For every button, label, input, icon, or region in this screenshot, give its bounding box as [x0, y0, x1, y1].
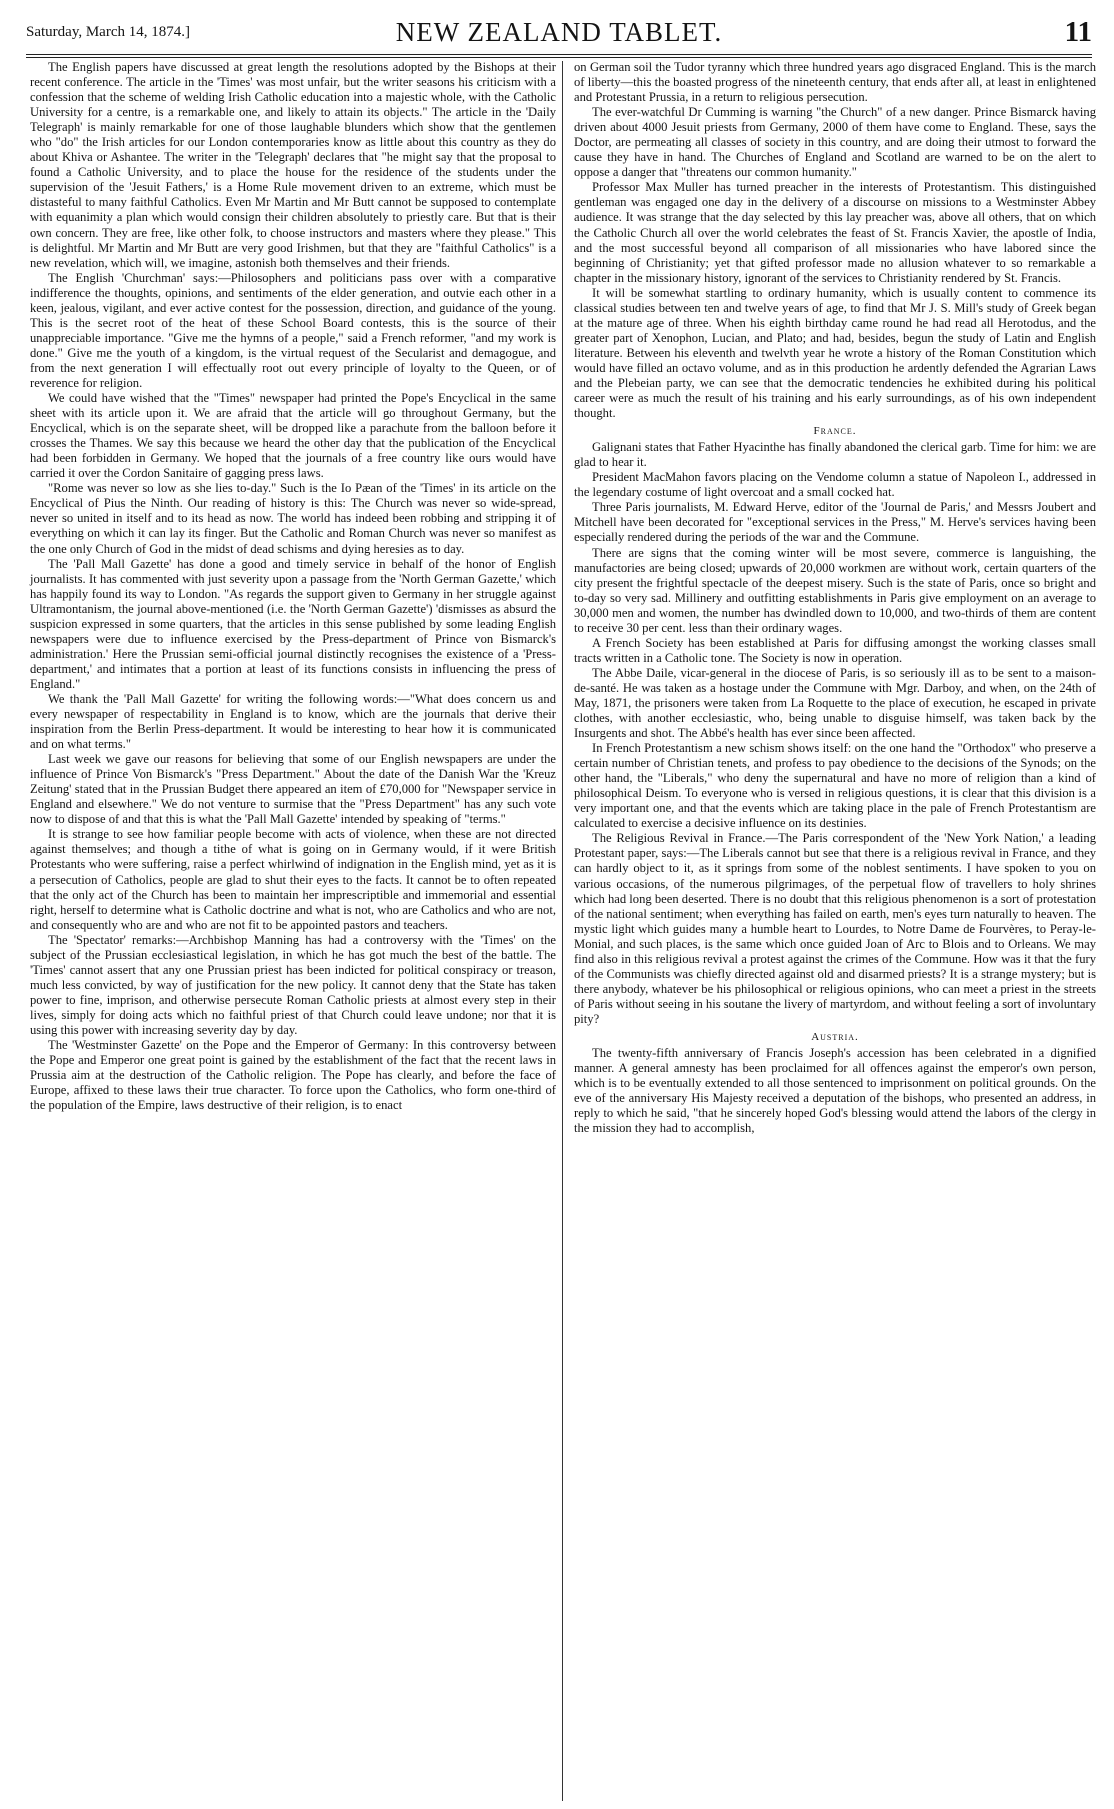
paragraph: The twenty-fifth anniversary of Francis Joseph's accession has been celebrated in a dignified manner. A general amnesty has been proclaimed for all offences against the emperor's own person, which is to be eventually extended to all those sentenced to imprisonment on political grounds. On the eve of the anniversary His Majesty received a deputation of the bishops, who presented an address, in reply to which he said, "that he sincerely hoped God's blessing would attend the labors of the clergy in the mission they had to accomplish,: [574, 1046, 1096, 1136]
paragraph: The 'Pall Mall Gazette' has done a good and timely service in behalf of the honor of English journalists. It has commented with just severity upon a passage from the 'North German Gazette,' which has happily found its way to London. "As regards the support given to Germany in her struggle against Ultramontanism, the journal above-mentioned (i.e. the 'North German Gazette') 'dismisses as absurd the suspicion expressed in some quarters, that the articles in this sense published by some leading English newspapers were due to influence exercised by the Press-department of Prince von Bismarck's administration.' Here the Prussian semi-official journal distinctly recognises the existence of a 'Press-department,' and intimates that a portion at least of its functions consists in influencing the press of England.": [30, 556, 556, 691]
paragraph: The Religious Revival in France.—The Paris correspondent of the 'New York Nation,' a leading Protestant paper, says:—The Liberals cannot but see that there is a religious revival in France, and they can hardly object to it, as it springs from some of the noblest sentiments. I have spoken to you on various occasions, of the numerous pilgrimages, of the perpetual flow of travellers to holy shrines which had long been deserted. There is no doubt that this religious phenomenon is a sort of protestation of the national sentiment; when everything has failed on earth, men's eyes turn naturally to heaven. The mystic light which guides many a humble heart to Lourdes, to Notre Dame de Fourvères, to Peray-le-Monial, and such places, is the same which once guided Joan of Arc to Blois and to Orleans. We may find also in this religious revival a protest against the crimes of the Commune. How was it that the fury of the Communists was chiefly directed against old and disarmed priests? It is a strange mystery; but is there anybody, whatever be his philosophical or religious opinions, who can meet a priest in the streets of Paris without seeing in his soutane the livery of martyrdom, and without feeling a sort of involuntary pity?: [574, 831, 1096, 1026]
paragraph: "Rome was never so low as she lies to-day." Such is the Io Pæan of the 'Times' in its article on the Encyclical of Pius the Ninth. Our reading of history is this: The Church was never so wide-spread, never so united in itself and to its head as now. The world has indeed been robbing and stripping it of everything on which it can lay its finger. But the Catholic and Roman Church was never so manifest as the one only Church of God in the midst of dead schisms and dying heresies as to day.: [30, 481, 556, 556]
paragraph: A French Society has been established at Paris for diffusing amongst the working classes small tracts written in a Catholic tone. The Society is now in operation.: [574, 635, 1096, 665]
paragraph: Three Paris journalists, M. Edward Herve, editor of the 'Journal de Paris,' and Messrs Joubert and Mitchell have been decorated for "exceptional services in the Press," M. Herve's services having been especially rendered during the periods of the war and the Commune.: [574, 500, 1096, 545]
paragraph: In French Protestantism a new schism shows itself: on the one hand the "Orthodox" who preserve a certain number of Christian tenets, and profess to pay obedience to the decisions of the Synods; on the other hand, the "Liberals," who deny the supernatural and have no more of religion than a kind of philosophical Deism. To everyone who is versed in religious questions, it is clear that this division is a very important one, and that the events which are taking place in the pale of French Protestantism are calculated to exercise a decisive influence on its destinies.: [574, 741, 1096, 831]
paragraph: We could have wished that the "Times" newspaper had printed the Pope's Encyclical in the same sheet with its article upon it. We are afraid that the article will go throughout Germany, but the Encyclical, which is on the separate sheet, will be dropped like a parachute from the balloon before it crosses the Thames. We say this because we heard the other day that the publication of the Encyclical had been forbidden in Germany. We hoped that the journals of a free country like ours would have carried it over the Cordon Sanitaire of gagging press laws.: [30, 391, 556, 481]
left-column: [30, 60, 556, 1113]
paragraph: The English 'Churchman' says:—Philosophers and politicians pass over with a comparative indifference the thoughts, opinions, and sentiments of the elder generation, and outvie each other in a keen, jealous, vigilant, and ever active contest for the possession, direction, and guidance of the young. This is the secret root of the heat of these School Board contests, this is the source of their unappreciable importance. "Give me the hymns of a people," said a French reformer, "and my work is done." Give me the youth of a kingdom, is the virtual request of the Secularist and demagogue, and from the next generation I will effectually root out every principle of loyalty to the Queen, or of reverence for religion.: [30, 270, 556, 390]
paragraph: President MacMahon favors placing on the Vendome column a statue of Napoleon I., addressed in the legendary costume of light overcoat and a small cocked hat.: [574, 470, 1096, 500]
masthead: [26, 12, 1092, 52]
paragraph: The 'Spectator' remarks:—Archbishop Manning has had a controversy with the 'Times' on the subject of the Prussian ecclesiastical legislation, in which he has got much the best of the battle. The 'Times' cannot assert that any one Prussian priest has been indicted for political conspiracy or treason, much less convicted, by way of justification for the new policy. It cannot deny that the State has taken power to fine, imprison, and otherwise persecute Roman Catholic priests at almost every step in their lives, simply for doing acts which no faithful priest of that Church could leave undone; nor that it is using this power with increasing severity day by day.: [30, 932, 556, 1037]
paragraph: on German soil the Tudor tyranny which three hundred years ago disgraced England. This is the march of liberty—this the boasted progress of the nineteenth century, that ends after all, at least in enlightened and Protestant Prussia, in a return to religious persecution.: [574, 60, 1096, 105]
paragraph: Last week we gave our reasons for believing that some of our English newspapers are under the influence of Prince Von Bismarck's "Press Department." About the date of the Danish War the 'Kreuz Zeitung' stated that in the Prussian Budget there appeared an item of £70,000 for "Newspaper service in England and elsewhere." We do not venture to surmise that the "Press Department" has any such vote now to dispose of and that this is what the 'Pall Mall Gazette' intended by speaking of "terms.": [30, 752, 556, 827]
section-heading-austria: Austria.: [811, 1031, 859, 1043]
paragraph: The ever-watchful Dr Cumming is warning "the Church" of a new danger. Prince Bismarck having driven about 4000 Jesuit priests from Germany, 2000 of them have come to England. These, says the Doctor, are permeating all classes of society in this country, and are doing their utmost to forward the cause they have in hand. The Churches of England and Scotland are warned to be on the alert to oppose a danger that "threatens our common humanity.": [574, 105, 1096, 180]
paragraph: Professor Max Muller has turned preacher in the interests of Protestantism. This distinguished gentleman was engaged one day in the delivery of a discourse on missions to a Westminster Abbey audience. It was strange that the day selected by this lay preacher was, above all others, that on which the Catholic Church all over the world celebrates the feast of St. Francis Xavier, the apostle of India, and the most successful beyond all comparison of all missionaries who have labored since the beginning of Christianity; yet that gifted professor made no allusion whatever to so remarkable a chapter in the missionary history, ignorant of the services to Christianity rendered by St. Francis.: [574, 180, 1096, 285]
page-number: 11: [1064, 16, 1092, 48]
header-rule: [26, 54, 1092, 55]
paragraph: It is strange to see how familiar people become with acts of violence, when these are not directed against themselves; and though a tithe of what is going on in Germany would, if it were British Protestants who were suffering, raise a perfect whirlwind of indignation in the English mind, yet as it is a persecution of Catholics, people are glad to shut their eyes to the facts. It cannot be to often repeated that the only act of the Church has been to maintain her imprescriptible and immemorial and essential right, herself to determine what is Catholic doctrine and what is not, who are Catholics and who are not, and consequently who are and who are not fit to be appointed pastors and teachers.: [30, 827, 556, 932]
paragraph: It will be somewhat startling to ordinary humanity, which is usually content to commence its classical studies between ten and twelve years of age, to find that Mr J. S. Mill's study of Greek began at the mature age of three. When his eighth birthday came round he had read all Herotodus, and the greater part of Xenophon, Lucian, and Plato; and had, besides, begun the study of Latin and English literature. Between his eleventh and twelvth year he wrote a history of the Roman Constitution which would have filled an octavo volume, and as in this production he ardently defended the Agrarian Laws and the Plebeian party, we can see that the democratic tendencies he exhibited during his political career were as much the result of his training and his early surroundings, as of his own independent thought.: [574, 285, 1096, 421]
paragraph: We thank the 'Pall Mall Gazette' for writing the following words:—"What does concern us and every newspaper of respectability in England is to know, which are the journals that derive their inspiration from the Berlin Press-department. It would be interesting to hear how it is communicated and on what terms.": [30, 691, 556, 752]
header-rule: [26, 57, 1092, 58]
issue-date: Saturday, March 14, 1874.]: [26, 24, 190, 40]
right-column: [574, 60, 1096, 1136]
paragraph: Galignani states that Father Hyacinthe has finally abandoned the clerical garb. Time for him: we are glad to hear it.: [574, 440, 1096, 470]
paragraph: The 'Westminster Gazette' on the Pope and the Emperor of Germany: In this controversy between the Pope and Emperor one great point is gained by the establishment of the fact that the recent laws in Prussia aim at the destruction of the Catholic religion. The Pope has clearly, and before the face of Europe, affixed to these laws their true character. To force upon the Catholics, who form one-third of the population of the Empire, laws destructive of their religion, is to enact: [30, 1038, 556, 1113]
newspaper-title: NEW ZEALAND TABLET.: [395, 17, 723, 47]
paragraph: The Abbe Daile, vicar-general in the diocese of Paris, is so seriously ill as to be sent to a maison-de-santé. He was taken as a hostage under the Commune with Mgr. Darboy, and when, on the 24th of May, 1871, the prisoners were taken from La Roquette to the place of execution, he escaped in private clothes, with another ecclesiastic, who, being unable to disguise himself, was taken back by the Insurgents and shot. The Abbé's health has ever since been affected.: [574, 665, 1096, 741]
paragraph: The English papers have discussed at great length the resolutions adopted by the Bishops at their recent conference. The article in the 'Times' was most unfair, but the writer seasons his criticism with a confession that the scheme of welding Irish Catholic education into a majestic whole, with the Catholic University for a centre, is a remarkable one, and likely to attain its objects." The article in the 'Daily Telegraph' is mainly remarkable for one of those laughable blunders which show that the gentlemen who "do" the Irish articles for our London contemporaries know as little about this country as they do about Khiva or Ashantee. The writer in the 'Telegraph' declares that "he might say that the proposal to found a Catholic University, and to place the house for the residence of the students under the supervision of the 'Jesuit Fathers,' is a Home Rule movement driven to an extreme, which must be distasteful to many faithful Catholics. Even Mr Martin and Mr Butt cannot be supposed to contemplate with equanimity a plan which would consign their children absolutely to priestly care. But that is their own concern. They are free, like other folk, to choose instructors and masters where they please." This is delightful. Mr Martin and Mr Butt are very good Irishmen, but that they are "faithful Catholics" is a new revelation, which will, we imagine, astonish both themselves and their friends.: [30, 60, 556, 270]
section-heading-france: France.: [813, 425, 857, 438]
paragraph: There are signs that the coming winter will be most severe, commerce is languishing, the manufactories are being closed; upwards of 20,000 workmen are without work, certain quarters of the city present the frightful spectacle of the deepest misery. Such is the state of Paris, once so bright and to-day so very sad. Millinery and outfitting establishments in Paris give employment on an average to 30,000 men and women, the number has dwindled down to 10,000, and two-thirds of them are content to receive 30 per cent. less than their ordinary wages.: [574, 545, 1096, 635]
column-divider: [562, 61, 563, 1801]
